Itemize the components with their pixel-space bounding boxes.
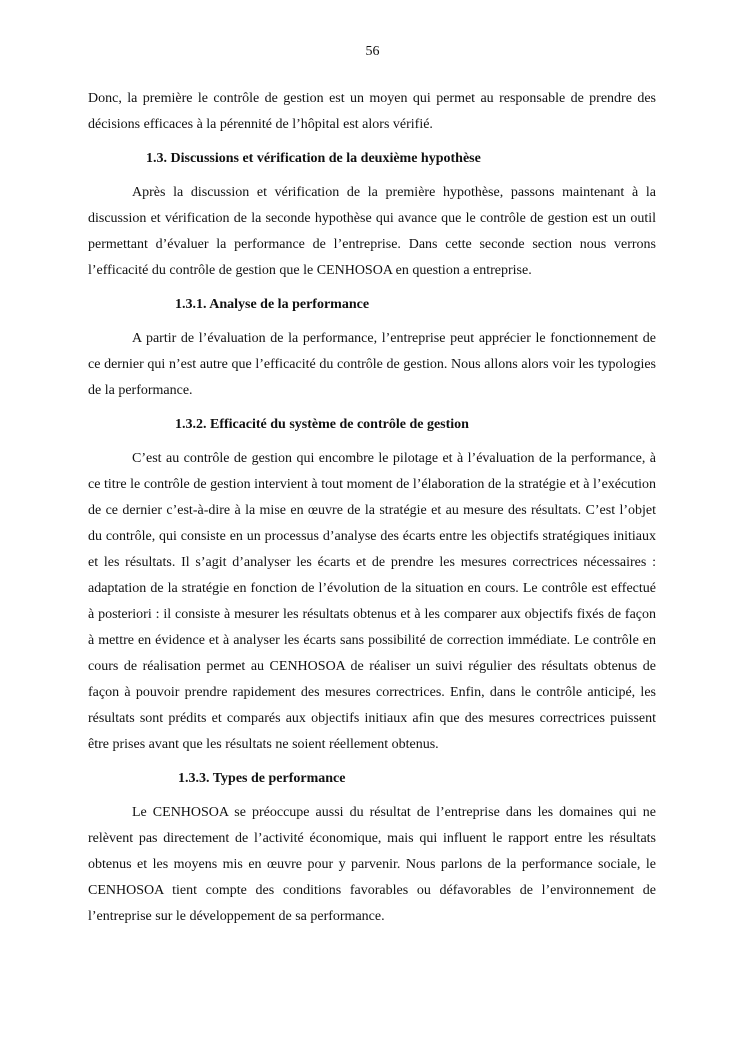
document-body [88,86,656,938]
section-1-3-3-paragraph: Le CENHOSOA se préoccupe aussi du résultat de l’entreprise dans les domaines qui ne relèvent pas directement de l’activité économique, mais qui influent le rapport entre les résultats obtenus et les moyens mis en œuvre pour y parvenir. Nous parlons de la performance sociale, le CENHOSOA tient compte des conditions favorables ou défavorables de l’environnement de l’entreprise sur le développement de sa performance. [88,805,656,924]
section-1-3-paragraph: Après la discussion et vérification de la première hypothèse, passons maintenant à la discussion et vérification de la seconde hypothèse qui avance que le contrôle de gestion est un outil permettant d’évaluer la performance de l’entreprise. Dans cette seconde section nous verrons l’efficacité du contrôle de gestion que le CENHOSOA en question a entreprise. [88,185,656,278]
section-1-3-2-heading: 1.3.2. Efficacité du système de contrôle de gestion [175,417,469,432]
page-number: 56 [365,44,380,59]
section-1-3-1-heading: 1.3.1. Analyse de la performance [175,297,370,312]
section-1-3-2-paragraph: C’est au contrôle de gestion qui encombre le pilotage et à l’évaluation de la performance, à ce titre le contrôle de gestion intervient à tout moment de l’élaboration de la stratégie et à l’exécution de ce dernier c’est-à-dire à la mise en œuvre de la stratégie et au mesure des résultats. C’est l’objet du contrôle, qui consiste en un processus d’analyse des écarts entre les objectifs stratégiques initiaux et les résultats. Il s’agit d’analyser les écarts et de prendre les mesures correctrices nécessaires : adaptation de la stratégie en fonction de l’évolution de la situation en cours. Le contrôle est effectué à posteriori : il consiste à mesurer les résultats obtenus et à les comparer aux objectifs fixés de façon à mettre en évidence et à analyser les écarts sans possibilité de correction immédiate. Le contrôle en cours de réalisation permet au CENHOSOA de réaliser un suivi régulier des résultats obtenus de façon à pouvoir prendre rapidement des mesures correctrices. Enfin, dans le contrôle anticipé, les résultats sont prédits et comparés aux objectifs initiaux afin que des mesures correctrices puissent être prises avant que les résultats ne soient réellement obtenus. [88,451,656,752]
section-1-3-heading: 1.3. Discussions et vérification de la deuxième hypothèse [146,151,481,166]
intro-paragraph: Donc, la première le contrôle de gestion est un moyen qui permet au responsable de prendre des décisions efficaces à la pérennité de l’hôpital est alors vérifié. [88,91,656,132]
section-1-3-1-paragraph: A partir de l’évaluation de la performance, l’entreprise peut apprécier le fonctionnement de ce dernier qui n’est autre que l’efficacité du contrôle de gestion. Nous allons alors voir les typologies de la performance. [88,331,656,398]
section-1-3-3-heading: 1.3.3. Types de performance [178,771,346,786]
